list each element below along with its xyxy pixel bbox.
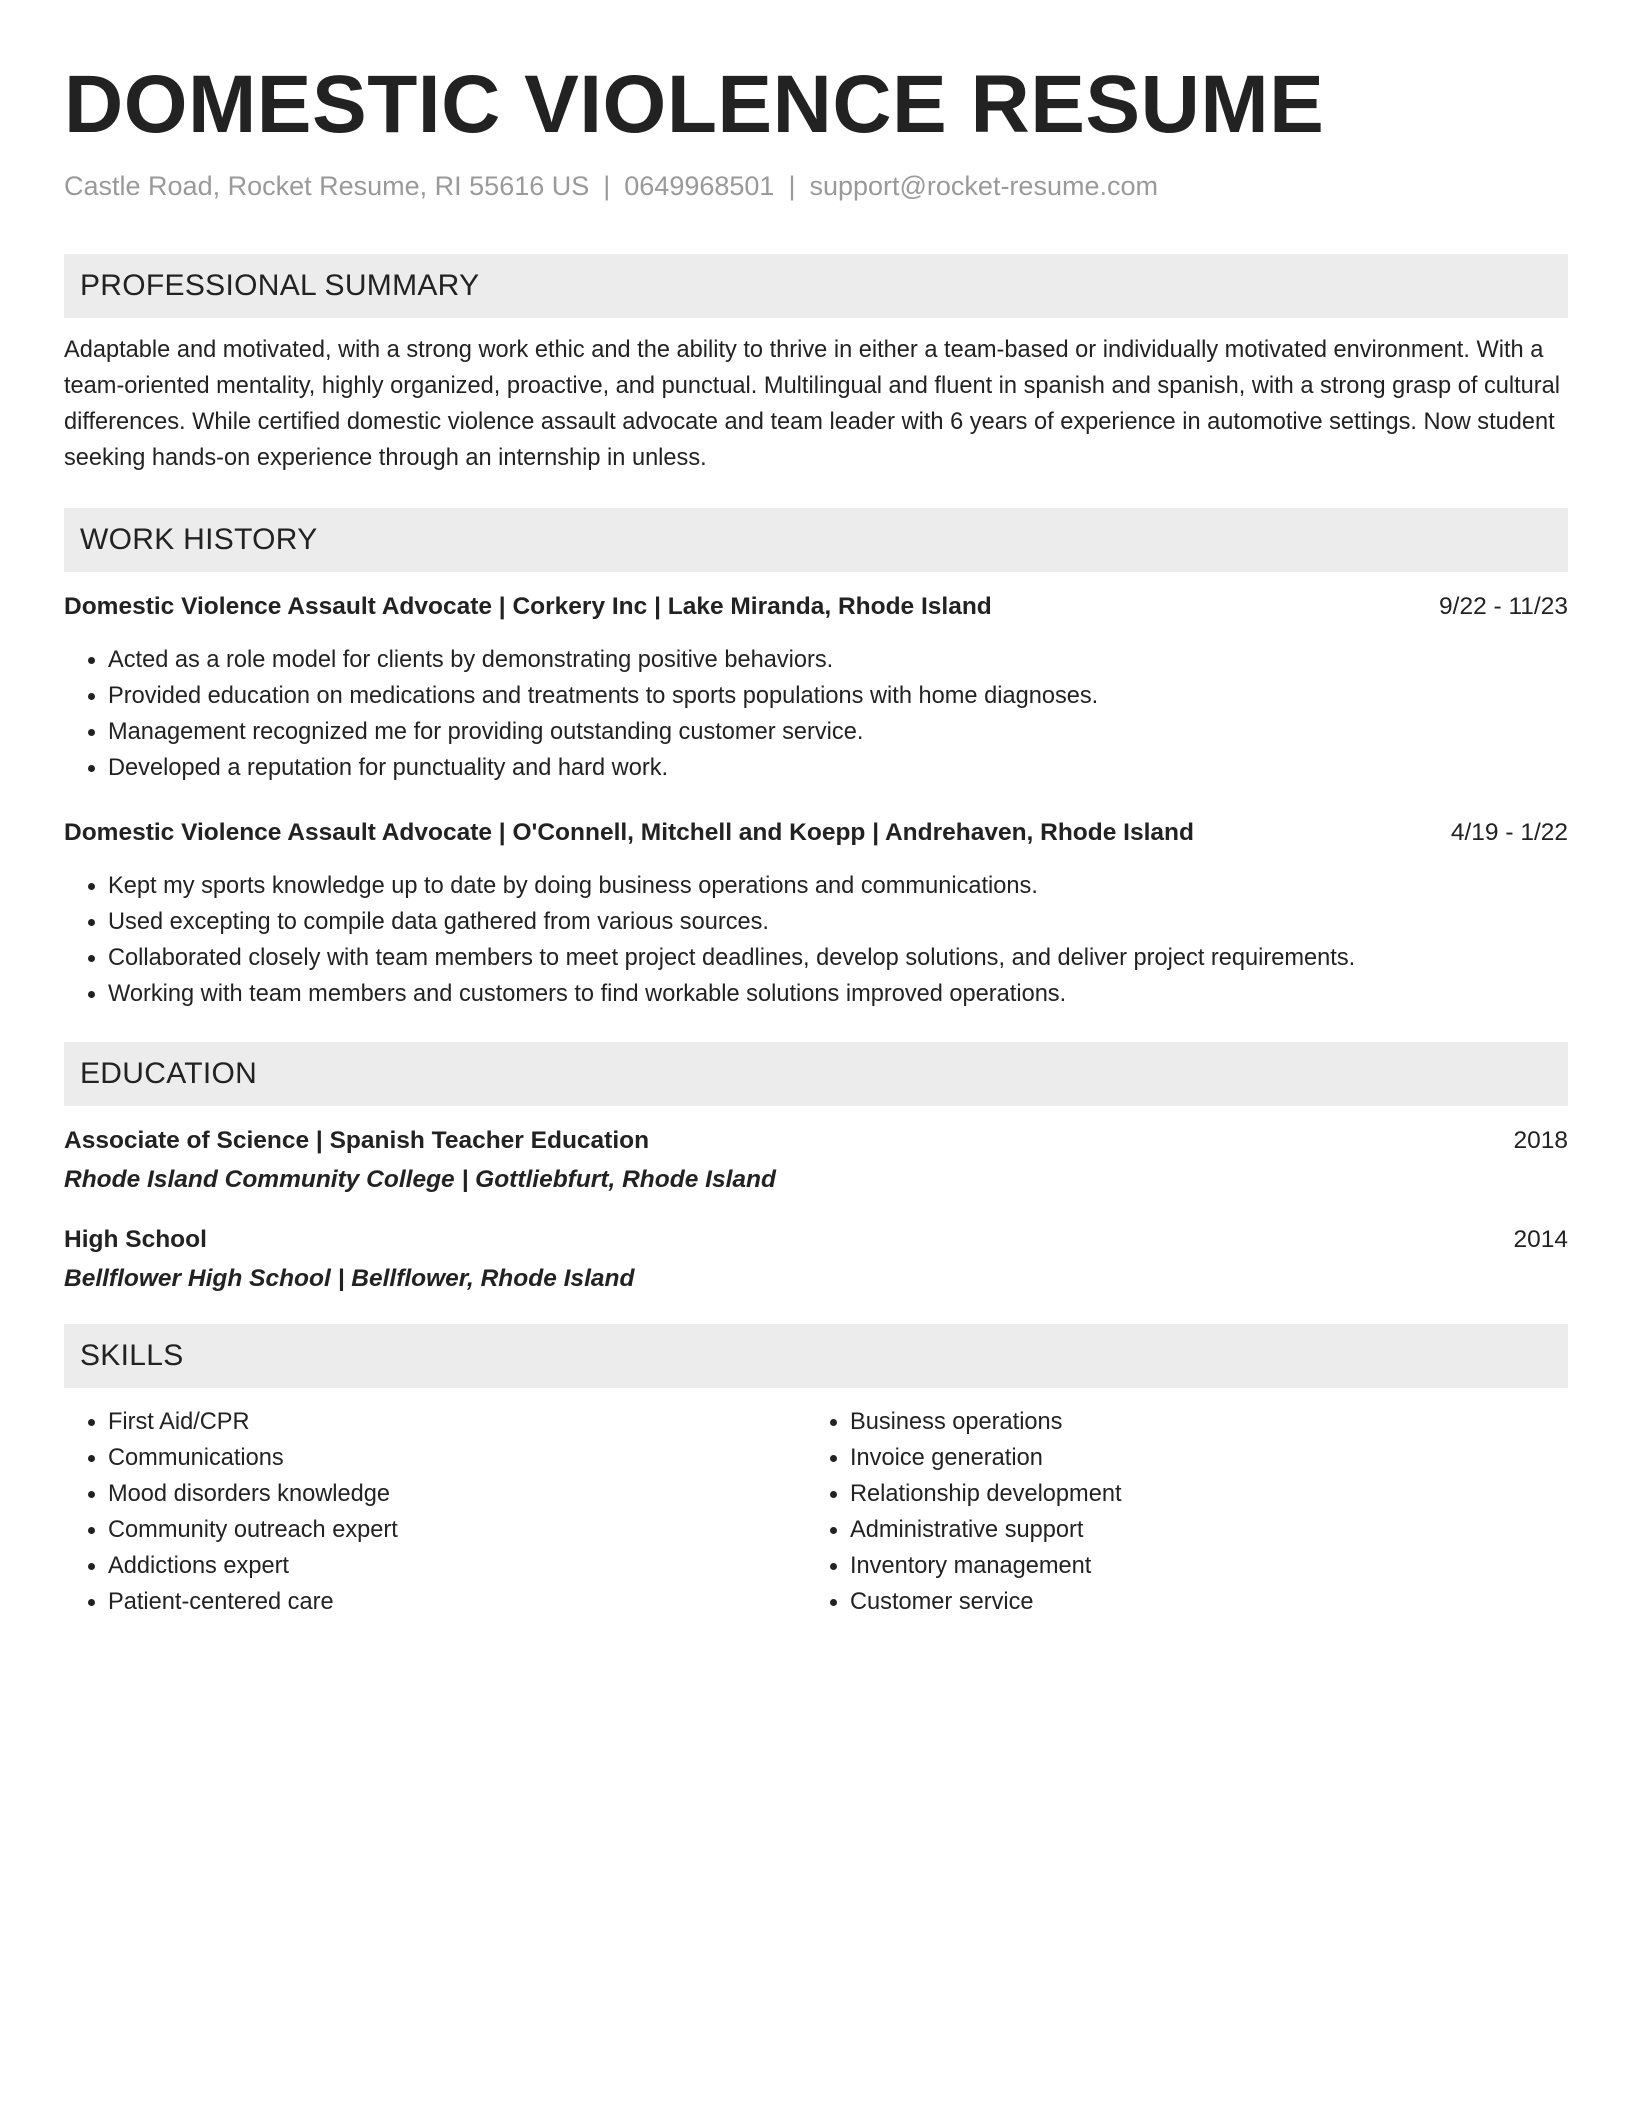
skills-columns [64,1404,1568,1620]
job-title-row [64,590,1568,624]
education-degree: Associate of Science | Spanish Teacher Education [64,1127,650,1154]
section-header-skills [64,1324,1568,1388]
contact-separator: | [788,171,796,201]
contact-email: support@rocket-resume.com [809,171,1158,201]
skill-item: • Communications [108,1440,806,1476]
section-header-summary [64,254,1568,318]
job-bullet: • Developed a reputation for punctuality and hard work. [108,750,1568,786]
resume-page [64,56,1568,1620]
skill-item: • Relationship development [850,1476,1548,1512]
job-title-row [64,816,1568,850]
skill-item: • Patient-centered care [108,1584,806,1620]
education-year: 2018 [1513,1127,1568,1154]
skills-list-left [64,1404,806,1620]
job-bullet: • Provided education on medications and treatments to sports populations with home diagnoses. [108,678,1568,714]
job-bullets [64,868,1568,1012]
education-degree: High School [64,1226,207,1253]
job-bullet: • Used excepting to compile data gathered from various sources. [108,904,1568,940]
section-title: PROFESSIONAL SUMMARY [80,269,480,302]
skill-item: • Inventory management [850,1548,1548,1584]
section-header-work-history [64,508,1568,572]
job-bullet: • Working with team members and customers to find workable solutions improved operations. [108,976,1568,1012]
education-school: Bellflower High School | Bellflower, Rhode Island [64,1265,635,1292]
education-title-row [64,1124,1568,1158]
section-title: WORK HISTORY [80,523,318,556]
job-bullets [64,642,1568,786]
contact-phone: 0649968501 [624,171,775,201]
education-title-row [64,1223,1568,1257]
job-dates: 9/22 - 11/23 [1439,593,1568,620]
job-dates: 4/19 - 1/22 [1450,819,1568,846]
summary-text: Adaptable and motivated, with a strong work ethic and the ability to thrive in either a team-based or individually motivated environment. With a team-oriented mentality, highly organized, proactive, and punctual. Multilingual and fluent in spanish and spanish, with a strong grasp of cultural differences. While certified domestic violence assault advocate and team leader with 6 years of experience in automotive settings. Now student seeking hands-on experience through an internship in unless. [64,337,1561,471]
education-school: Rhode Island Community College | Gottliebfurt, Rhode Island [64,1166,776,1193]
job-title: Domestic Violence Assault Advocate | Corkery Inc | Lake Miranda, Rhode Island [64,593,992,620]
section-header-education [64,1042,1568,1106]
job-bullet: • Collaborated closely with team members to meet project deadlines, develop solutions, and deliver project requirements. [108,940,1568,976]
section-title: SKILLS [80,1339,184,1372]
job-title: Domestic Violence Assault Advocate | O'Connell, Mitchell and Koepp | Andrehaven, Rhode Island [64,819,1194,846]
section-title: EDUCATION [80,1057,258,1090]
skill-item: • Community outreach expert [108,1512,806,1548]
job-bullet: • Acted as a role model for clients by demonstrating positive behaviors. [108,642,1568,678]
skill-item: • Addictions expert [108,1548,806,1584]
education-entry [64,1223,1568,1296]
job-bullet: • Management recognized me for providing outstanding customer service. [108,714,1568,750]
contact-separator: | [603,171,611,201]
job-entry [64,816,1568,1012]
job-entry [64,590,1568,786]
skill-item: • Administrative support [850,1512,1548,1548]
skill-item: • Customer service [850,1584,1548,1620]
contact-address: Castle Road, Rocket Resume, RI 55616 US [64,171,590,201]
skill-item: • Invoice generation [850,1440,1548,1476]
resume-name: DOMESTIC VIOLENCE RESUME [64,59,1325,150]
skills-list-right [806,1404,1548,1620]
job-bullet: • Kept my sports knowledge up to date by doing business operations and communications. [108,868,1568,904]
education-year: 2014 [1513,1226,1568,1253]
skill-item: • First Aid/CPR [108,1404,806,1440]
education-entry [64,1124,1568,1197]
skill-item: • Business operations [850,1404,1548,1440]
skill-item: • Mood disorders knowledge [108,1476,806,1512]
contact-line [64,168,1568,204]
